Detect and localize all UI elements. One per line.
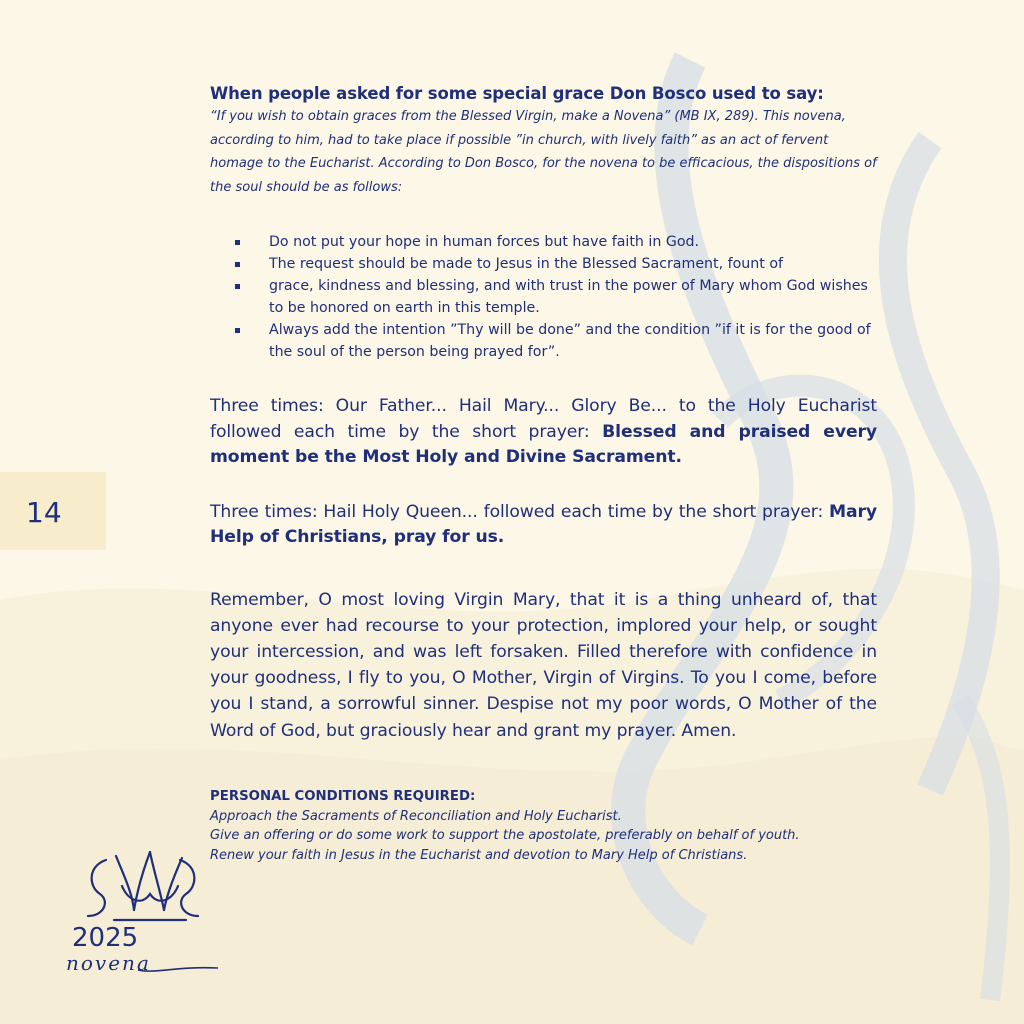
main-content	[210, 82, 877, 865]
condition-line: Give an offering or do some work to support the apostolate, preferably on behalf of youth.	[210, 828, 800, 844]
short-prayer-bold: Blessed and praised every moment be the Most Holy and Divine Sacrament.	[210, 421, 877, 467]
prayer-instruction-eucharist	[210, 394, 877, 471]
conditions-heading: PERSONAL CONDITIONS REQUIRED:	[210, 788, 476, 804]
page-number: 14	[26, 496, 62, 529]
list-item: Do not put your hope in human forces but have faith in God.	[235, 231, 877, 253]
personal-conditions	[210, 787, 877, 866]
dispositions-list	[235, 231, 877, 363]
instruction-text: Three times: Our Father... Hail Mary... Glory Be... to the Holy Eucharist followed each time by the short prayer:	[210, 396, 877, 442]
condition-line: Renew your faith in Jesus in the Eucharist and devotion to Mary Help of Christians.	[210, 847, 748, 863]
logo-year: 2025	[72, 923, 139, 953]
list-item: The request should be made to Jesus in the Blessed Sacrament, fount of	[235, 253, 877, 275]
intro-heading: When people asked for some special grace Don Bosco used to say:	[210, 84, 824, 103]
list-item: Always add the intention ”Thy will be done” and the condition ”if it is for the good of the soul of the person being prayed for”.	[235, 319, 877, 363]
instruction-text: Three times: Hail Holy Queen... followed each time by the short prayer:	[210, 501, 830, 522]
prayer-instruction-queen	[210, 500, 877, 551]
list-item: grace, kindness and blessing, and with trust in the power of Mary whom God wishes to be honored on earth in this temple.	[235, 275, 877, 319]
condition-line: Approach the Sacraments of Reconciliation and Holy Eucharist.	[210, 808, 622, 824]
memorare-prayer: Remember, O most loving Virgin Mary, that it is a thing unheard of, that anyone ever had recourse to your protection, implored your help, or sought your intercession, and was left forsaken. Filled therefore with confidence in your goodness, I fly to you, O Mother, Virgin of Virgins. To you I come, before you I stand, a sorrowful sinner. Despise not my poor words, O Mother of the Word of God, but graciously hear and grant my prayer. Amen.	[210, 589, 877, 741]
logo-flourish	[136, 962, 220, 976]
short-prayer-bold: Mary Help of Christians, pray for us.	[210, 501, 877, 547]
logo-word: novena	[66, 951, 151, 975]
intro-body: “If you wish to obtain graces from the Blessed Virgin, make a Novena” (MB IX, 289). This novena, according to him, had to take place if possible ”in church, with lively faith” as an act of fervent homage to the Eucharist. According to Don Bosco, for the novena to be efficacious, the dispositions of the soul should be as follows:	[210, 109, 877, 195]
